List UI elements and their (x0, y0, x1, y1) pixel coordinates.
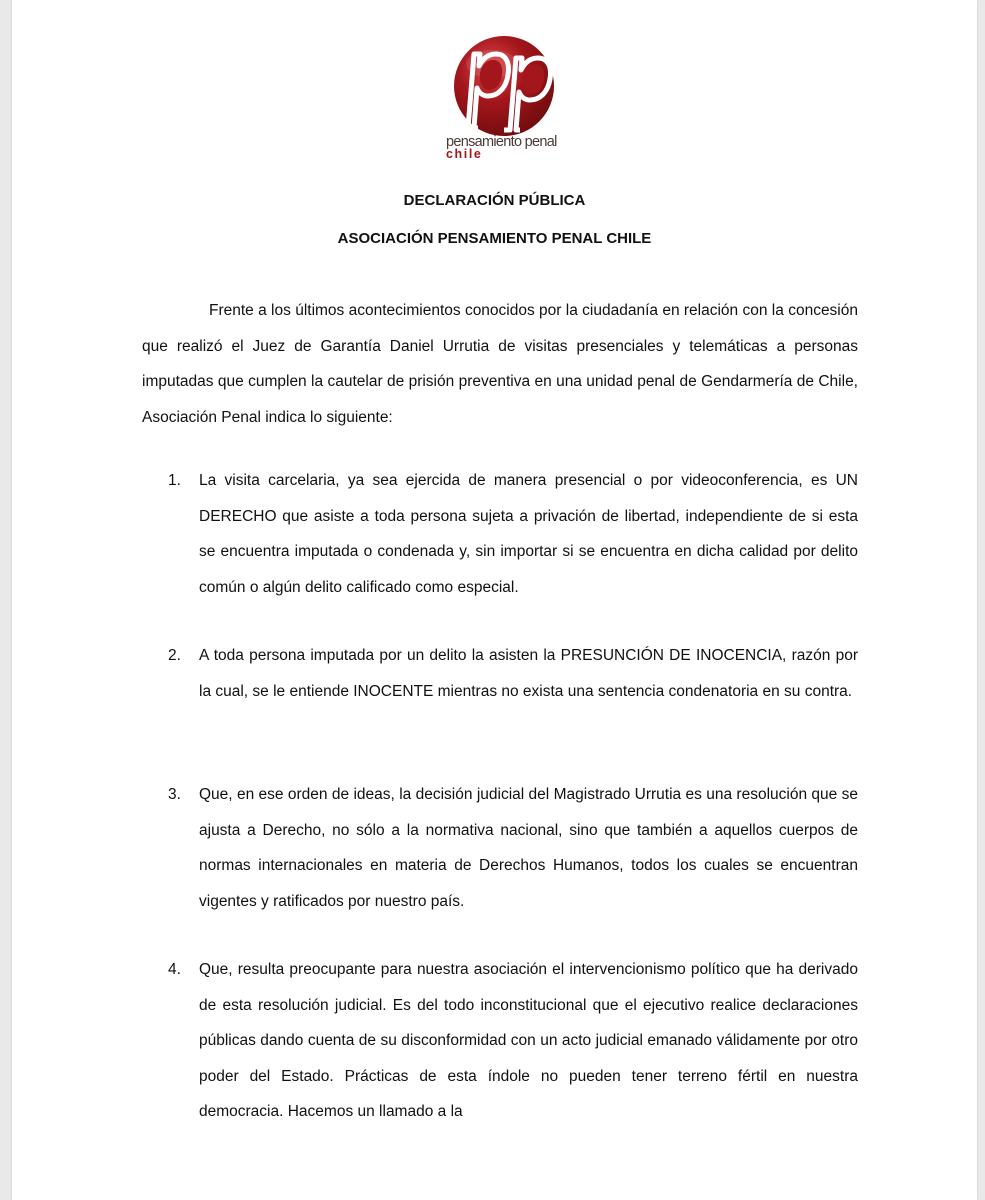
list-item-number: 4. (168, 961, 181, 978)
intro-paragraph: Frente a los últimos acontecimientos conocidos por la ciudadanía en relación con la concesión que realizó el Juez de Garantía Daniel Urrutia de visitas presenciales y telemáticas a personas imputadas que cumplen la cautelar de prisión preventiva en una unidad penal de Gendarmería de Chile, Asociación Penal indica lo siguiente: (142, 302, 858, 426)
list-item-text: La visita carcelaria, ya sea ejercida de manera presencial o por videoconferencia, es UN DERECHO que asiste a toda persona sujeta a privación de libertad, independiente de si esta se encuentra imputada o condenada y, sin importar si se encuentra en dicha calidad por delito común o algún delito calificado como especial. (199, 472, 858, 596)
list-item (168, 463, 858, 605)
pensamiento-penal-logo (444, 36, 569, 166)
list-item-number: 2. (168, 647, 181, 664)
logo-name: pensamiento penal (446, 134, 557, 150)
list-item-text: Que, en ese orden de ideas, la decisión judicial del Magistrado Urrutia es una resolución que se ajusta a Derecho, no sólo a la normativa nacional, sino que también a aquellos cuerpos de normas internacionales en materia de Derechos Humanos, todos los cuales se encuentran vigentes y ratificados por nuestro país. (199, 786, 858, 910)
document-title: DECLARACIÓN PÚBLICA (403, 192, 586, 209)
list-item-number: 3. (168, 786, 181, 803)
pp-monogram-icon (444, 36, 569, 136)
list-item-text: A toda persona imputada por un delito la asisten la PRESUNCIÓN DE INOCENCIA, razón por la cual, se le entiende INOCENTE mientras no exista una sentencia condenatoria en su contra. (199, 647, 858, 700)
logo-country: chile (446, 147, 483, 161)
list-item (168, 638, 858, 709)
list-item-number: 1. (168, 472, 181, 489)
list-item (168, 777, 858, 919)
document-page (12, 0, 977, 1200)
list-item-text: Que, resulta preocupante para nuestra asociación el intervencionismo político que ha derivado de esta resolución judicial. Es del todo inconstitucional que el ejecutivo realice declaraciones públicas dando cuenta de su disconformidad con un acto judicial emanado válidamente por otro poder del Estado. Prácticas de esta índole no pueden tener terreno fértil en nuestra democracia. Hacemos un llamado a la (199, 961, 858, 1121)
document-subtitle: ASOCIACIÓN PENSAMIENTO PENAL CHILE (337, 230, 652, 247)
list-item (168, 952, 858, 1130)
